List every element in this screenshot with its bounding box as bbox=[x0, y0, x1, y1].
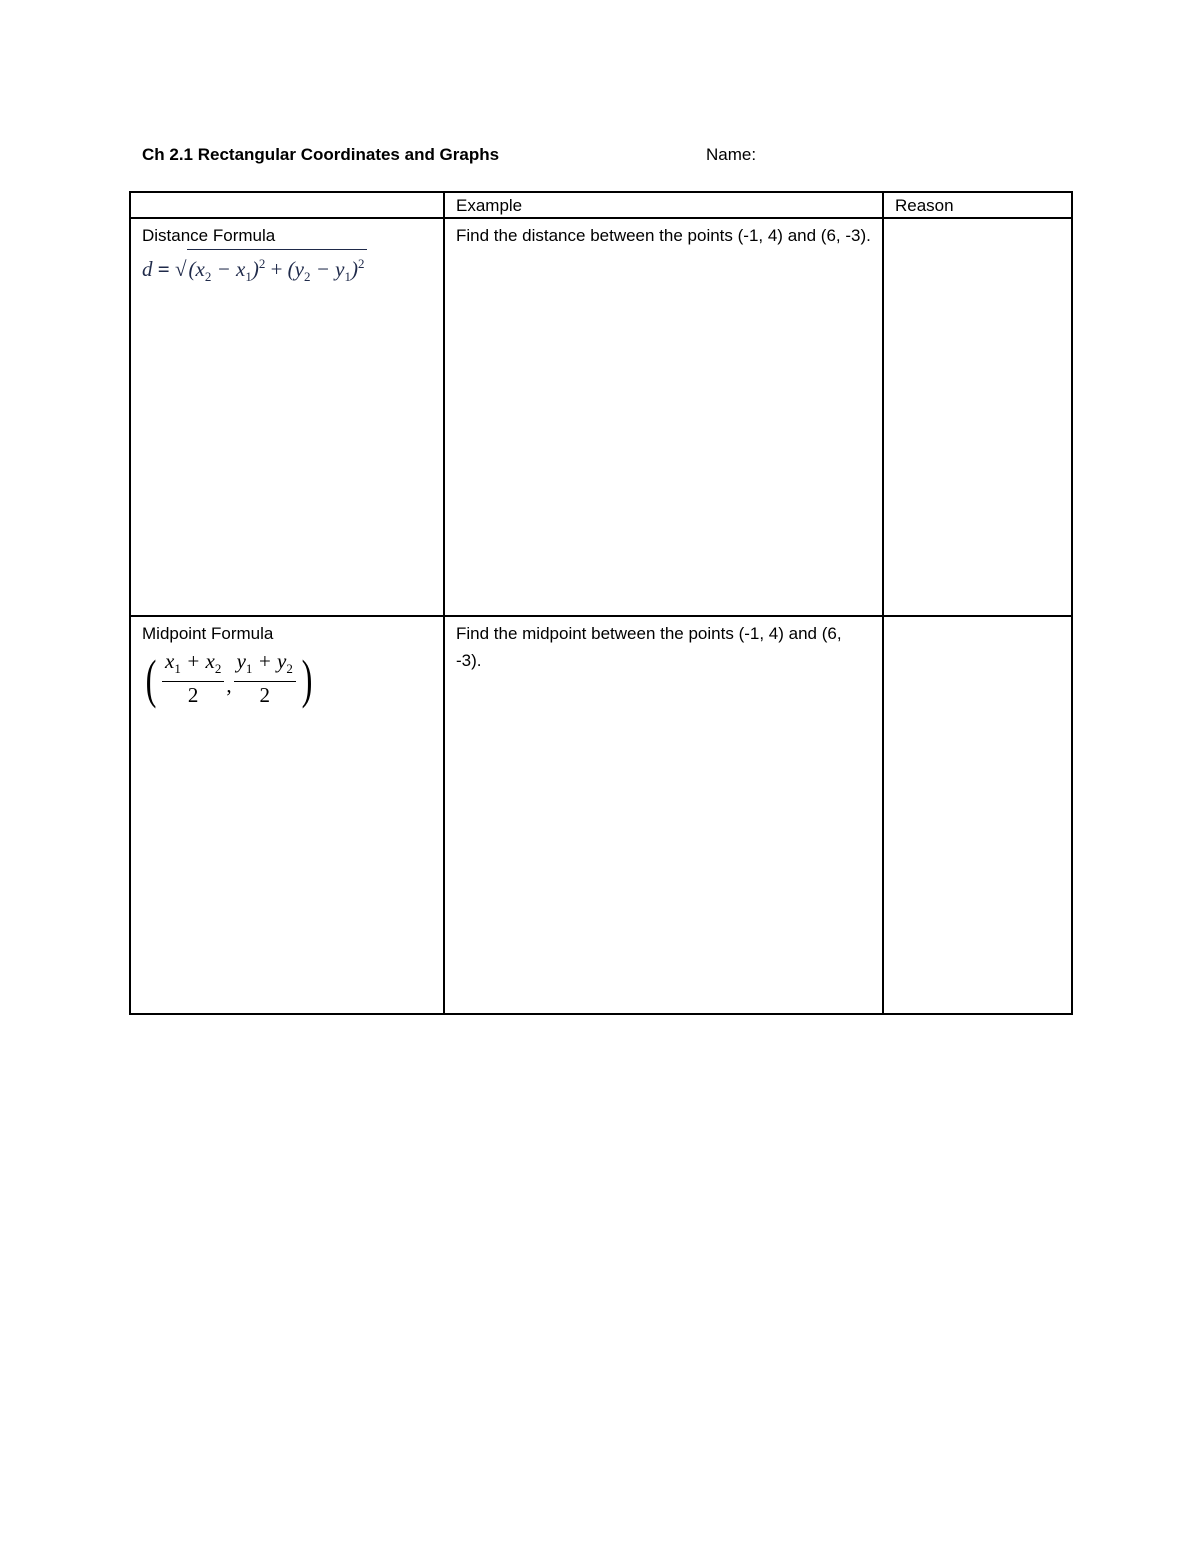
header-cell-reason: Reason bbox=[883, 192, 1072, 218]
example-cell: Find the distance between the points (-1, 4) and (6, -3). bbox=[444, 218, 883, 616]
topic-cell bbox=[130, 218, 444, 616]
distance-formula: $d = √(x_2 - x_1)^2 + (y_2 - y_1)^2$ bbox=[142, 249, 432, 290]
header-cell-topic bbox=[130, 192, 444, 218]
formula-table bbox=[129, 191, 1073, 1015]
reason-cell[interactable] bbox=[883, 218, 1072, 616]
table-row bbox=[130, 218, 1072, 616]
name-label: Name: bbox=[706, 145, 757, 164]
topic-label: Distance Formula bbox=[142, 226, 276, 245]
example-cell: Find the midpoint between the points (-1, 4) and (6, -3). bbox=[444, 616, 883, 1014]
topic-label: Midpoint Formula bbox=[142, 624, 274, 643]
worksheet-title: Ch 2.1 Rectangular Coordinates and Graphs bbox=[142, 145, 500, 164]
table-row bbox=[130, 616, 1072, 1014]
table-header-row bbox=[130, 192, 1072, 218]
header-cell-example: Example bbox=[444, 192, 883, 218]
reason-cell[interactable] bbox=[883, 616, 1072, 1014]
topic-cell bbox=[130, 616, 444, 1014]
midpoint-formula: ( $\frac{x_1 + x_2}{2}$ , $\frac{y_1 + y_2}{2}$ ) bbox=[145, 648, 313, 709]
